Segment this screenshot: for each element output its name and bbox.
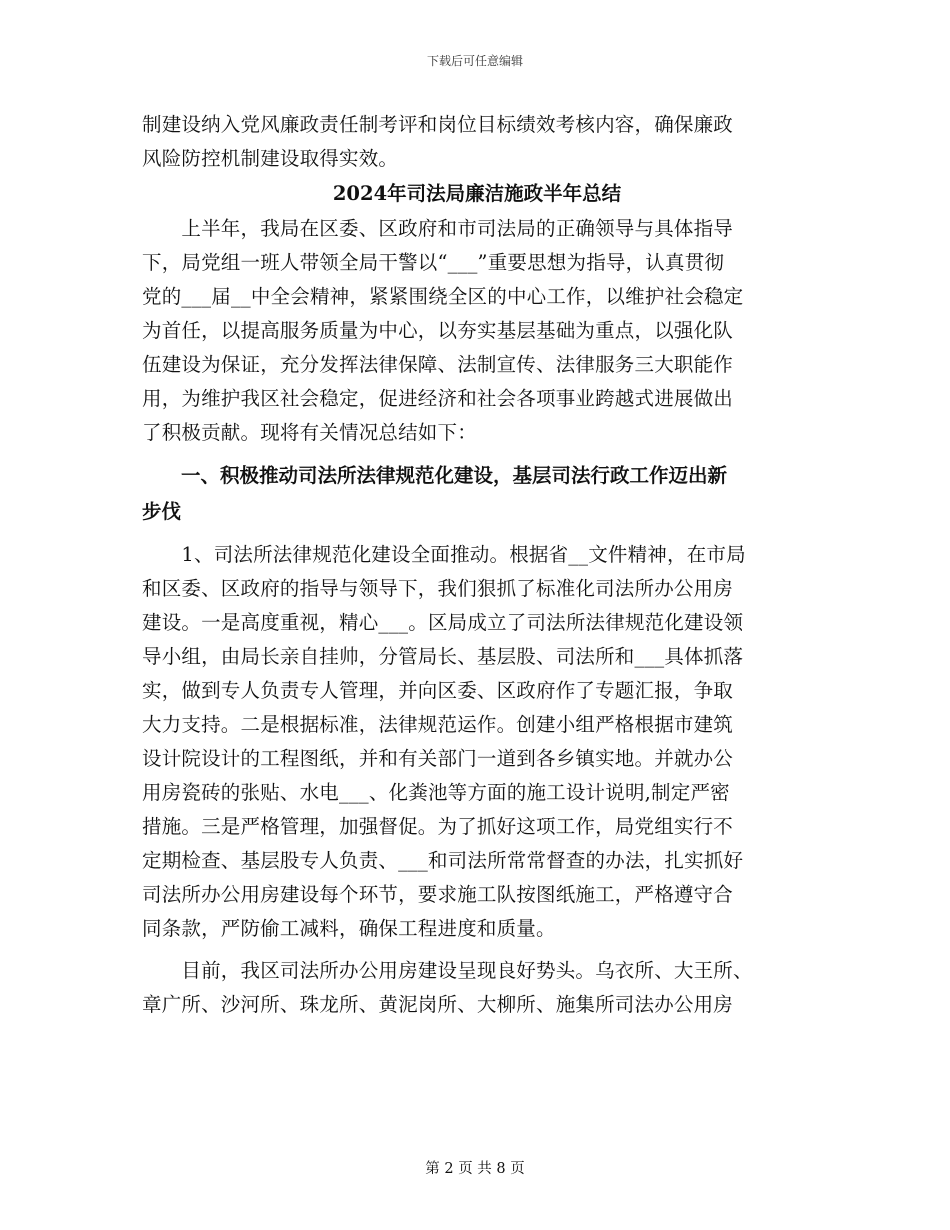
text-line: 实，做到专人负责专人管理，并向区委、区政府作了专题汇报，争取 xyxy=(142,679,734,702)
text-line: 用，为维护我区社会稳定，促进经济和社会各项事业跨越式进展做出 xyxy=(142,387,734,410)
text-line: 措施。三是严格管理，加强督促。为了抓好这项工作，局党组实行不 xyxy=(142,815,734,838)
text-line: 建设。一是高度重视，精心___。区局成立了司法所法律规范化建设领 xyxy=(142,611,744,634)
section-1-heading xyxy=(142,458,812,530)
text-line: 上半年，我局在区委、区政府和市司法局的正确领导与具体指导 xyxy=(142,217,734,240)
text-line: 1、司法所法律规范化建设全面推动。根据省__文件精神，在市局 xyxy=(142,543,746,566)
text-line: 导小组，由局长亲自挂帅，分管局长、基层股、司法所和___具体抓落 xyxy=(142,645,744,668)
text-line: 大力支持。二是根据标准，法律规范运作。创建小组严格根据市建筑 xyxy=(142,713,734,736)
text-line: 章广所、沙河所、珠龙所、黄泥岗所、大柳所、施集所司法办公用房 xyxy=(142,993,734,1016)
document-title: 2024年司法局廉洁施政半年总结 xyxy=(332,182,622,205)
text-line: 用房瓷砖的张贴、水电___、化粪池等方面的施工设计说明,制定严密 xyxy=(142,781,730,804)
text-line: 设计院设计的工程图纸，并和有关部门一道到各乡镇实地。并就办公 xyxy=(142,747,734,770)
text-line: 司法所办公用房建设每个环节，要求施工队按图纸施工，严格遵守合 xyxy=(142,883,734,906)
document-body xyxy=(142,108,812,1022)
text-line: 风险防控机制建设取得实效。 xyxy=(142,147,399,170)
text-line: 党的___届__中全会精神，紧紧围绕全区的中心工作，以维护社会稳定 xyxy=(142,285,744,308)
text-line: 为首任，以提高服务质量为中心，以夯实基层基础为重点，以强化队 xyxy=(142,319,734,342)
text-line: 伍建设为保证，充分发挥法律保障、法制宣传、法律服务三大职能作 xyxy=(142,353,734,376)
heading-line: 一、积极推动司法所法律规范化建设，基层司法行政工作迈出新 xyxy=(142,464,728,487)
text-line: 定期检查、基层股专人负责、___和司法所常常督查的办法，扎实抓好 xyxy=(142,849,744,872)
heading-line: 步伐 xyxy=(142,500,182,523)
paragraph-2 xyxy=(142,538,812,946)
page-number: 第 2 页 共 8 页 xyxy=(425,1161,525,1177)
intro-paragraph xyxy=(142,108,812,176)
paragraph-1 xyxy=(142,212,812,450)
text-line: 同条款，严防偷工减料，确保工程进度和质量。 xyxy=(142,917,556,940)
text-line: 制建设纳入党风廉政责任制考评和岗位目标绩效考核内容，确保廉政 xyxy=(142,113,734,136)
page-header-note: 下载后可任意编辑 xyxy=(426,54,523,68)
text-line: 目前，我区司法所办公用房建设呈现良好势头。乌衣所、大王所、 xyxy=(142,959,753,982)
paragraph-3 xyxy=(142,954,812,1022)
text-line: 了积极贡献。现将有关情况总结如下： xyxy=(142,421,477,444)
text-line: 下，局党组一班人带领全局干警以“___”重要思想为指导，认真贯彻 xyxy=(142,251,725,274)
text-line: 和区委、区政府的指导与领导下，我们狠抓了标准化司法所办公用房 xyxy=(142,577,734,600)
